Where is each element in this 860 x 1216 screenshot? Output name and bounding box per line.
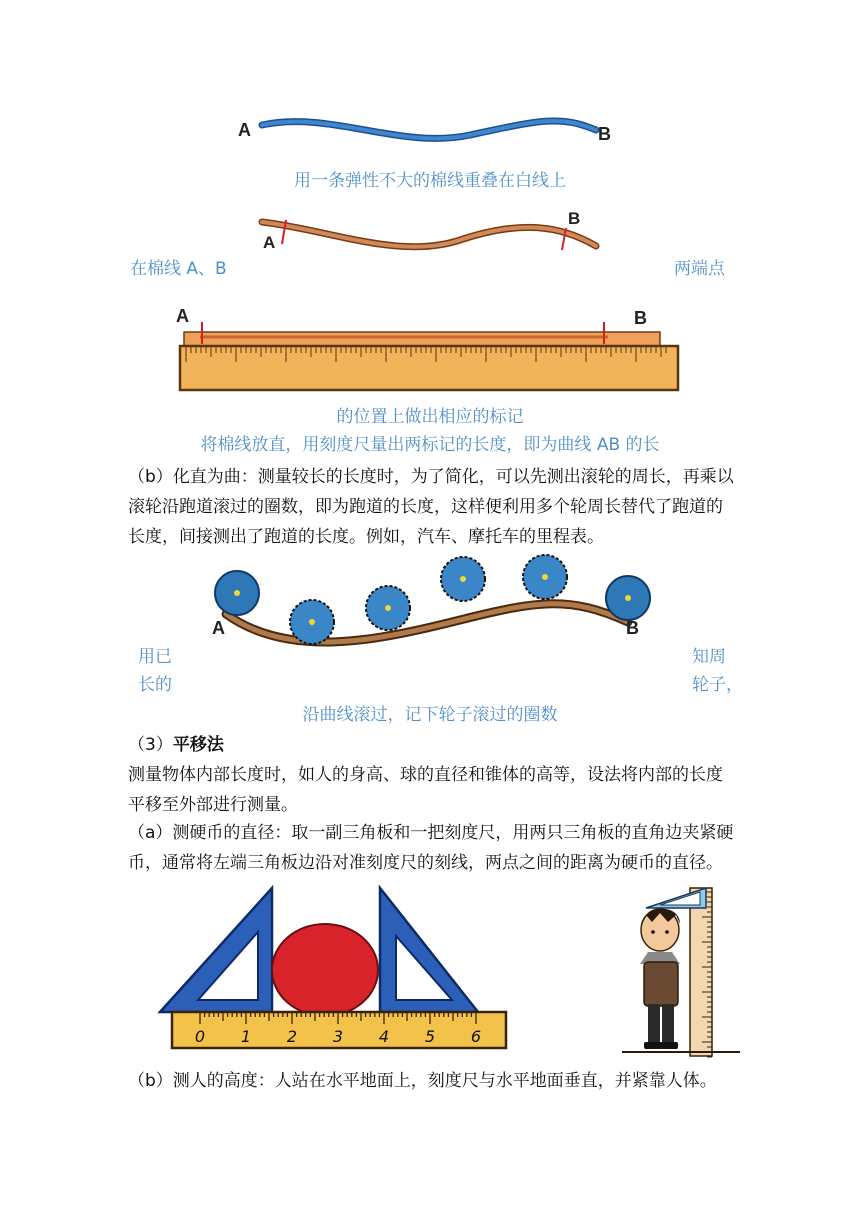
fig4-caption: 沿曲线滚过，记下轮子滚过的圈数	[302, 705, 558, 725]
ruler-number: 4	[378, 1027, 390, 1046]
coin-ruler	[172, 1012, 506, 1048]
section-3-prefix: （3）	[128, 735, 173, 755]
person-height-illustration	[622, 888, 740, 1057]
fig2-label-b: B	[568, 209, 581, 228]
fig4-label-a: A	[212, 618, 225, 638]
fig3-caption-2: 将棉线放直，用刻度尺量出两标记的长度，即为曲线 AB 的长	[200, 435, 660, 455]
fig2-caption-right: 两端点	[674, 259, 725, 279]
fig1-caption: 用一条弹性不大的棉线重叠在白线上	[294, 171, 566, 191]
fig4-label-b: B	[626, 618, 639, 638]
paragraph-a: （a）测硬币的直径：取一副三角板和一把刻度尺，用两只三角板的直角边夹紧硬币，通常将左端三角板边沿对准刻度尺的刻线，两点之间的距离为硬币的直径。	[128, 823, 734, 873]
fig2-caption-left: 在棉线 A、B	[130, 259, 227, 279]
fig3-caption-1: 的位置上做出相应的标记	[336, 407, 524, 427]
coin	[272, 924, 378, 1016]
left-triangle	[160, 888, 272, 1012]
right-triangle	[380, 888, 478, 1012]
ruler-number: 2	[286, 1027, 298, 1046]
fig4-right-1: 知周	[692, 647, 726, 667]
fig2-label-a: A	[263, 233, 276, 252]
fig1-label-a: A	[238, 120, 251, 140]
ruler-number: 6	[470, 1027, 482, 1046]
paragraph-b: （b）化直为曲：测量较长的长度时，为了简化，可以先测出滚轮的周长，再乘以滚轮沿跑道滚过的圈数，即为跑道的长度，这样便利用多个轮周长替代了跑道的长度，间接测出了跑道的长度。例如，汽车、摩托车的里程表。	[128, 467, 734, 547]
fig4-right-2: 轮子，	[692, 675, 743, 695]
fig3-label-b: B	[634, 308, 647, 328]
fig4-left-2: 长的	[138, 675, 172, 695]
fig3-label-a: A	[176, 306, 189, 326]
paragraph-b-height: （b）测人的高度：人站在水平地面上，刻度尺与水平地面垂直，并紧靠人体。	[128, 1071, 717, 1091]
ruler-number: 3	[332, 1027, 344, 1046]
ruler-number: 0	[194, 1027, 206, 1046]
ruler-number: 1	[240, 1027, 252, 1046]
fig1-label-b: B	[598, 124, 611, 144]
section-3-title: 平移法	[172, 735, 224, 755]
fig4-left-1: 用已	[138, 647, 172, 667]
paragraph-3: 测量物体内部长度时，如人的身高、球的直径和锥体的高等，设法将内部的长度平移至外部进行测量。	[128, 765, 723, 815]
ruler-number: 5	[424, 1027, 436, 1046]
